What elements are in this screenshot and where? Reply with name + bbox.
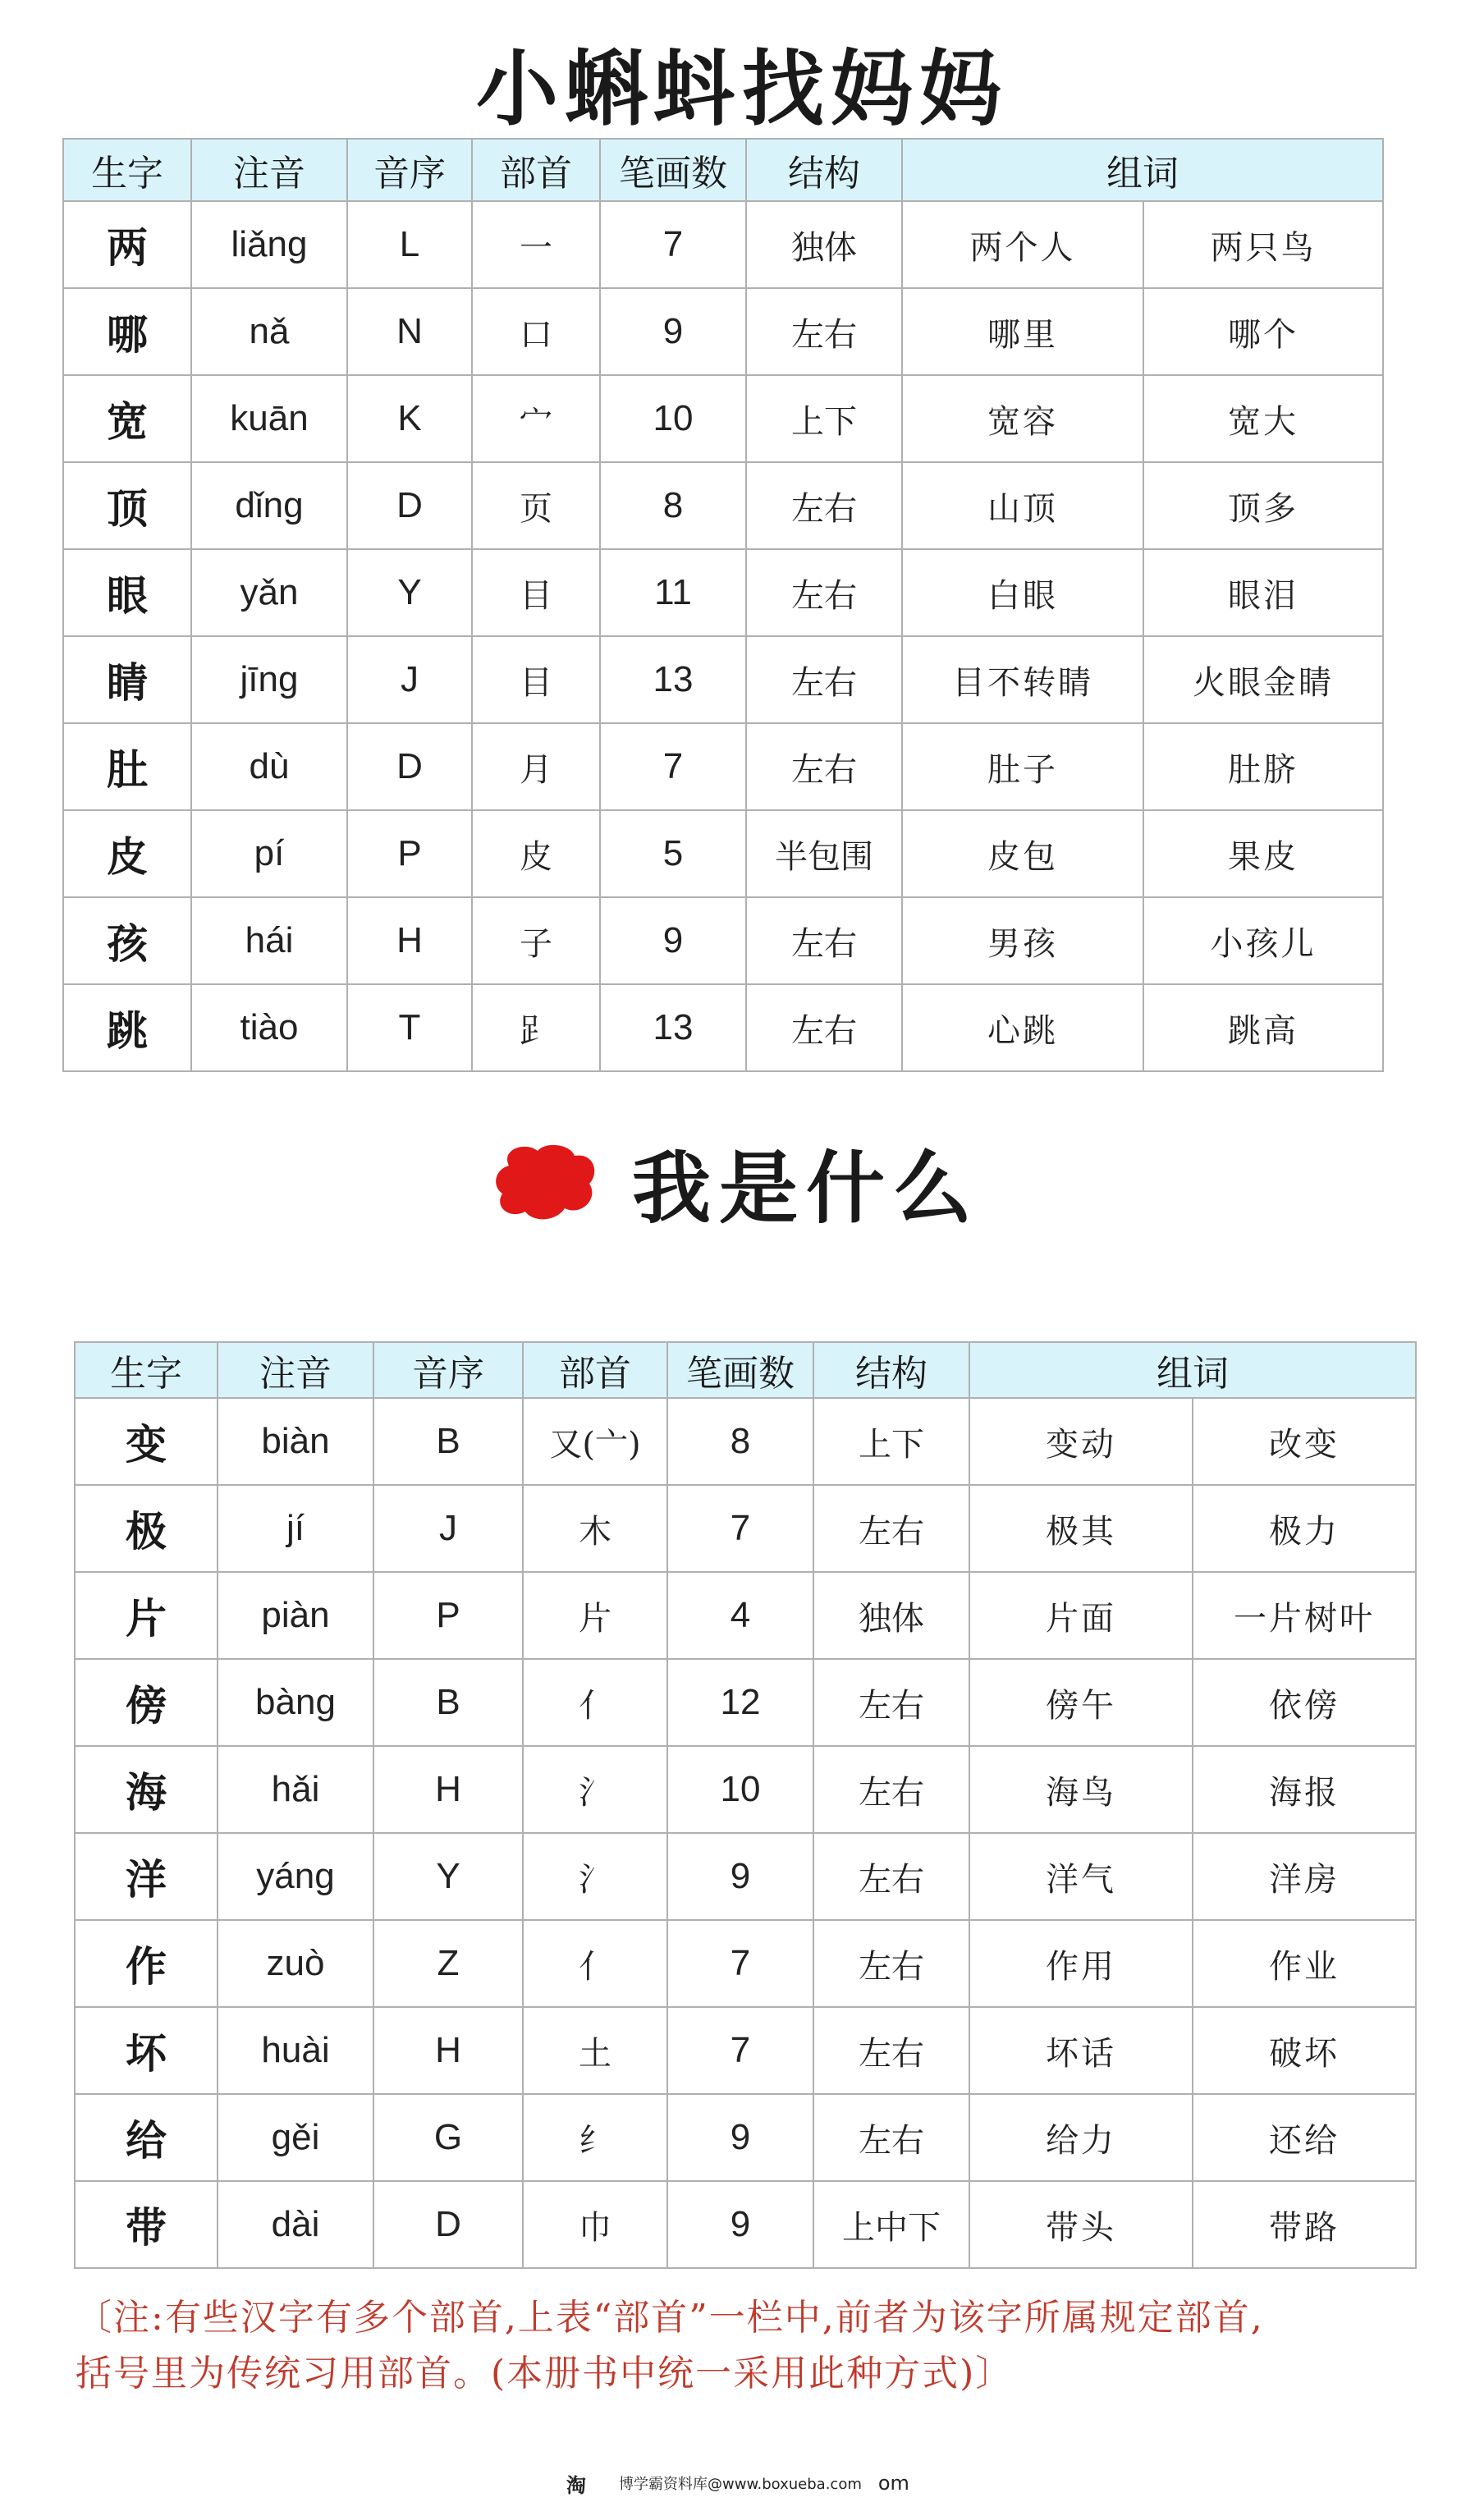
watermark-footer [566, 2471, 909, 2495]
cell-radical: 页 [472, 462, 600, 549]
cell-order: Z [373, 1920, 523, 2007]
cell-word1: 洋气 [969, 1833, 1193, 1920]
cell-pinyin: yǎn [191, 549, 347, 636]
cell-word1: 坏话 [969, 2007, 1193, 2094]
table-row [63, 549, 1383, 636]
table-row [63, 897, 1383, 984]
cell-radical: 宀 [472, 375, 600, 462]
cell-order: L [347, 201, 472, 288]
table-row [63, 984, 1383, 1071]
cell-pinyin: kuān [191, 375, 347, 462]
cell-radical: 子 [472, 897, 600, 984]
cell-char: 傍 [75, 1659, 218, 1746]
cell-strokes: 7 [600, 723, 746, 810]
cell-char: 给 [75, 2094, 218, 2181]
cell-char: 哪 [63, 288, 191, 375]
cell-word2: 两只鸟 [1143, 201, 1383, 288]
cell-pinyin: jīng [191, 636, 347, 723]
table-row [75, 1833, 1416, 1920]
cell-char: 皮 [63, 810, 191, 897]
cell-radical: 土 [523, 2007, 667, 2094]
table-row [63, 375, 1383, 462]
cell-order: Y [347, 549, 472, 636]
header-strokes: 笔画数 [600, 139, 746, 201]
cell-radical: 纟 [523, 2094, 667, 2181]
cell-radical: 氵 [523, 1833, 667, 1920]
cell-order: P [373, 1572, 523, 1659]
header-radical: 部首 [523, 1342, 667, 1398]
cell-word2: 改变 [1193, 1398, 1416, 1485]
cell-structure: 上下 [813, 1398, 969, 1485]
cell-structure: 左右 [813, 1920, 969, 2007]
cell-word2: 极力 [1193, 1485, 1416, 1572]
footnote-line-1: 〔注:有些汉字有多个部首,上表“部首”一栏中,前者为该字所属规定部首, [76, 2297, 1264, 2339]
cell-word1: 带头 [969, 2181, 1193, 2268]
cell-word2: 海报 [1193, 1746, 1416, 1833]
cell-radical: 又(亠) [523, 1398, 667, 1485]
cell-word1: 宽容 [902, 375, 1143, 462]
cell-strokes: 12 [667, 1659, 813, 1746]
cell-pinyin: piàn [218, 1572, 373, 1659]
cell-order: K [347, 375, 472, 462]
cell-char: 孩 [63, 897, 191, 984]
table-row [75, 1398, 1416, 1485]
cell-pinyin: dǐng [191, 462, 347, 549]
cell-radical: 月 [472, 723, 600, 810]
cell-structure: 左右 [746, 897, 902, 984]
cell-radical: 巾 [523, 2181, 667, 2268]
table-row [63, 723, 1383, 810]
cell-radical: 𧾷 [472, 984, 600, 1071]
cell-char: 极 [75, 1485, 218, 1572]
cell-structure: 左右 [813, 1485, 969, 1572]
table-row [75, 1485, 1416, 1572]
cell-strokes: 10 [667, 1746, 813, 1833]
cell-word1: 傍午 [969, 1659, 1193, 1746]
cell-pinyin: dài [218, 2181, 373, 2268]
table-row [63, 462, 1383, 549]
cell-word2: 作业 [1193, 1920, 1416, 2007]
cell-strokes: 7 [600, 201, 746, 288]
cell-pinyin: gěi [218, 2094, 373, 2181]
cell-word1: 男孩 [902, 897, 1143, 984]
cell-char: 作 [75, 1920, 218, 2007]
header-words: 组词 [902, 139, 1383, 201]
cell-structure: 左右 [746, 636, 902, 723]
cell-word2: 一片树叶 [1193, 1572, 1416, 1659]
cell-word1: 作用 [969, 1920, 1193, 2007]
cell-pinyin: dù [191, 723, 347, 810]
footnote [76, 2290, 1454, 2402]
cell-word1: 海鸟 [969, 1746, 1193, 1833]
cell-word2: 小孩儿 [1143, 897, 1383, 984]
cell-word1: 目不转睛 [902, 636, 1143, 723]
red-blob-icon [492, 1141, 599, 1223]
cell-pinyin: hái [191, 897, 347, 984]
cell-order: J [347, 636, 472, 723]
cell-strokes: 9 [667, 2181, 813, 2268]
table-row [75, 1572, 1416, 1659]
cell-pinyin: bàng [218, 1659, 373, 1746]
table-row [63, 288, 1383, 375]
cell-word2: 依傍 [1193, 1659, 1416, 1746]
cell-structure: 上中下 [813, 2181, 969, 2268]
cell-strokes: 8 [600, 462, 746, 549]
header-char: 生字 [63, 139, 191, 201]
cell-char: 带 [75, 2181, 218, 2268]
cell-order: B [373, 1659, 523, 1746]
cell-word2: 跳高 [1143, 984, 1383, 1071]
cell-strokes: 13 [600, 984, 746, 1071]
lesson1-title: 小蝌蚪找妈妈 [476, 40, 1008, 137]
cell-pinyin: jí [218, 1485, 373, 1572]
header-order: 音序 [373, 1342, 523, 1398]
cell-radical: 亻 [523, 1920, 667, 2007]
footer-site: 博学霸资料库@www.boxueba.com [619, 2476, 862, 2493]
table-row [63, 636, 1383, 723]
cell-pinyin: nǎ [191, 288, 347, 375]
cell-structure: 左右 [746, 462, 902, 549]
cell-strokes: 9 [667, 1833, 813, 1920]
cell-structure: 上下 [746, 375, 902, 462]
cell-word2: 火眼金睛 [1143, 636, 1383, 723]
cell-char: 宽 [63, 375, 191, 462]
cell-word1: 哪里 [902, 288, 1143, 375]
cell-structure: 左右 [813, 1659, 969, 1746]
header-structure: 结构 [813, 1342, 969, 1398]
lesson2-header-row [75, 1342, 1416, 1398]
cell-radical: 口 [472, 288, 600, 375]
header-pinyin: 注音 [191, 139, 347, 201]
cell-strokes: 7 [667, 2007, 813, 2094]
table-row [63, 810, 1383, 897]
cell-radical: 氵 [523, 1746, 667, 1833]
cell-char: 跳 [63, 984, 191, 1071]
footer-left: 淘 [566, 2473, 586, 2497]
cell-structure: 左右 [813, 1746, 969, 1833]
cell-word1: 白眼 [902, 549, 1143, 636]
cell-order: D [347, 723, 472, 810]
cell-order: B [373, 1398, 523, 1485]
cell-word1: 肚子 [902, 723, 1143, 810]
header-order: 音序 [347, 139, 472, 201]
header-structure: 结构 [746, 139, 902, 201]
cell-char: 眼 [63, 549, 191, 636]
cell-structure: 半包围 [746, 810, 902, 897]
cell-word2: 宽大 [1143, 375, 1383, 462]
lesson1-body [63, 201, 1383, 1071]
cell-order: G [373, 2094, 523, 2181]
cell-strokes: 9 [667, 2094, 813, 2181]
cell-structure: 左右 [746, 288, 902, 375]
cell-word2: 果皮 [1143, 810, 1383, 897]
cell-word1: 山顶 [902, 462, 1143, 549]
cell-pinyin: liǎng [191, 201, 347, 288]
cell-char: 片 [75, 1572, 218, 1659]
cell-structure: 独体 [746, 201, 902, 288]
cell-word2: 哪个 [1143, 288, 1383, 375]
cell-order: H [373, 2007, 523, 2094]
cell-strokes: 9 [600, 897, 746, 984]
cell-strokes: 7 [667, 1485, 813, 1572]
cell-structure: 独体 [813, 1572, 969, 1659]
table-row [75, 1659, 1416, 1746]
lesson2-title: 我是什么 [632, 1141, 980, 1235]
cell-radical: 皮 [472, 810, 600, 897]
cell-order: T [347, 984, 472, 1071]
cell-order: N [347, 288, 472, 375]
cell-word2: 洋房 [1193, 1833, 1416, 1920]
cell-word2: 破坏 [1193, 2007, 1416, 2094]
header-words: 组词 [969, 1342, 1416, 1398]
table-row [75, 2094, 1416, 2181]
header-radical: 部首 [472, 139, 600, 201]
cell-pinyin: huài [218, 2007, 373, 2094]
cell-strokes: 9 [600, 288, 746, 375]
cell-char: 睛 [63, 636, 191, 723]
cell-word2: 肚脐 [1143, 723, 1383, 810]
table-row [75, 1920, 1416, 2007]
cell-structure: 左右 [813, 2007, 969, 2094]
cell-structure: 左右 [813, 2094, 969, 2181]
cell-pinyin: yáng [218, 1833, 373, 1920]
cell-strokes: 10 [600, 375, 746, 462]
cell-char: 海 [75, 1746, 218, 1833]
cell-order: Y [373, 1833, 523, 1920]
cell-char: 坏 [75, 2007, 218, 2094]
cell-radical: 木 [523, 1485, 667, 1572]
cell-word2: 顶多 [1143, 462, 1383, 549]
lesson1-table [62, 138, 1384, 1072]
lesson2-table [74, 1341, 1417, 2269]
table-row [75, 2181, 1416, 2268]
cell-char: 顶 [63, 462, 191, 549]
cell-pinyin: hǎi [218, 1746, 373, 1833]
cell-strokes: 4 [667, 1572, 813, 1659]
cell-word2: 带路 [1193, 2181, 1416, 2268]
footer-right: om [877, 2472, 909, 2495]
cell-char: 变 [75, 1398, 218, 1485]
cell-structure: 左右 [746, 723, 902, 810]
lesson2-title-block [492, 1133, 980, 1235]
cell-order: D [347, 462, 472, 549]
header-strokes: 笔画数 [667, 1342, 813, 1398]
table-row [63, 201, 1383, 288]
cell-radical: 片 [523, 1572, 667, 1659]
header-char: 生字 [75, 1342, 218, 1398]
cell-order: D [373, 2181, 523, 2268]
cell-radical: 目 [472, 549, 600, 636]
lesson2-body [75, 1398, 1416, 2268]
cell-strokes: 7 [667, 1920, 813, 2007]
cell-order: H [373, 1746, 523, 1833]
cell-word2: 眼泪 [1143, 549, 1383, 636]
cell-strokes: 13 [600, 636, 746, 723]
cell-pinyin: biàn [218, 1398, 373, 1485]
cell-word1: 极其 [969, 1485, 1193, 1572]
footnote-line-2: 括号里为传统习用部首。(本册书中统一采用此种方式)〕 [76, 2353, 1014, 2394]
cell-word1: 皮包 [902, 810, 1143, 897]
cell-word1: 变动 [969, 1398, 1193, 1485]
cell-strokes: 5 [600, 810, 746, 897]
cell-word1: 心跳 [902, 984, 1143, 1071]
cell-structure: 左右 [746, 549, 902, 636]
cell-strokes: 8 [667, 1398, 813, 1485]
cell-char: 洋 [75, 1833, 218, 1920]
cell-structure: 左右 [746, 984, 902, 1071]
cell-word2: 还给 [1193, 2094, 1416, 2181]
cell-order: H [347, 897, 472, 984]
cell-word1: 给力 [969, 2094, 1193, 2181]
cell-pinyin: zuò [218, 1920, 373, 2007]
lesson1-header-row [63, 139, 1383, 201]
cell-radical: 目 [472, 636, 600, 723]
cell-word1: 两个人 [902, 201, 1143, 288]
cell-word1: 片面 [969, 1572, 1193, 1659]
header-pinyin: 注音 [218, 1342, 373, 1398]
cell-order: P [347, 810, 472, 897]
cell-radical: 一 [472, 201, 600, 288]
cell-pinyin: tiào [191, 984, 347, 1071]
cell-char: 两 [63, 201, 191, 288]
table-row [75, 2007, 1416, 2094]
cell-structure: 左右 [813, 1833, 969, 1920]
cell-char: 肚 [63, 723, 191, 810]
cell-radical: 亻 [523, 1659, 667, 1746]
cell-strokes: 11 [600, 549, 746, 636]
cell-pinyin: pí [191, 810, 347, 897]
cell-order: J [373, 1485, 523, 1572]
table-row [75, 1746, 1416, 1833]
